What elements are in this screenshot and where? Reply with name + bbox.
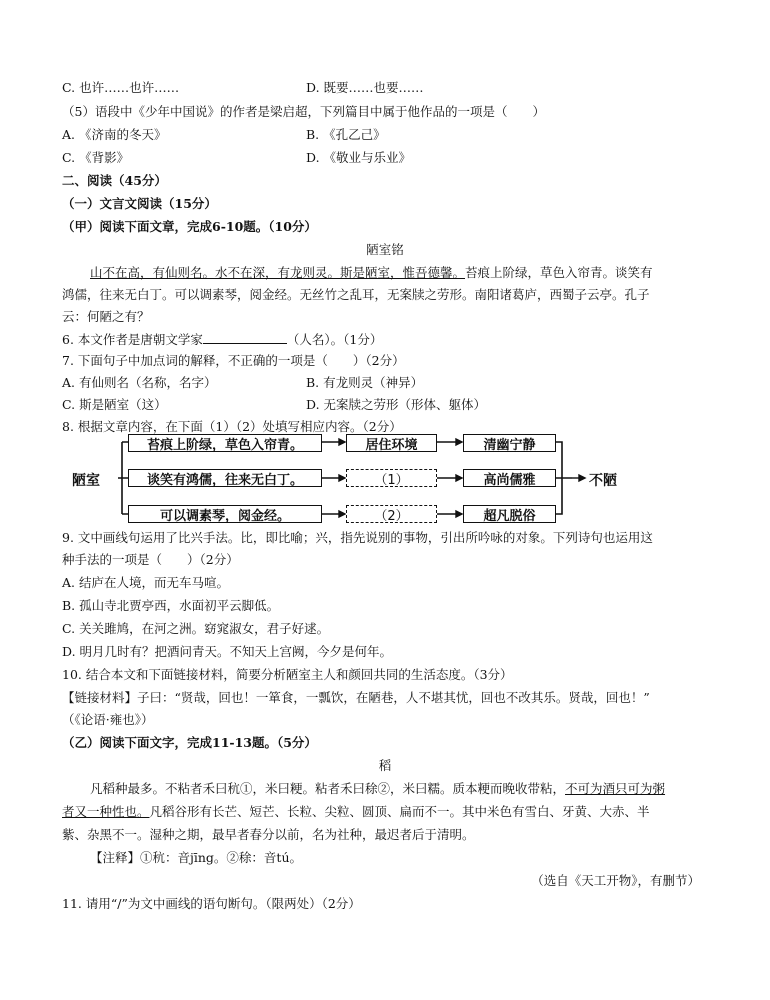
diagram-quote-2: 谈笑有鸿儒，往来无白丁。 (128, 469, 322, 487)
q10-link-source: （《论语·雍也》） (62, 712, 154, 727)
yi-paragraph-line1 (90, 781, 665, 797)
q9-stem-line2: 种手法的一项是（ ）（2分） (62, 552, 239, 567)
yi-line2-rest: 凡稻谷形有长芒、短芒、长粒、尖粒、圆顶、扁而不一。其中米色有雪白、牙黄、大赤、半 (149, 804, 650, 819)
yi-note: 【注释】①秔：音jīng。②稌：音tú。 (90, 850, 303, 865)
jia-paragraph-line1 (90, 265, 653, 281)
diagram-blank-1[interactable]: （1） (346, 469, 437, 487)
q7-option-b: B. 有龙则灵（神异） (306, 375, 424, 390)
q6-answer-blank[interactable] (203, 331, 287, 344)
q6-stem (62, 331, 382, 348)
q9-option-a: A. 结庐在人境，而无车马喧。 (62, 575, 229, 590)
diagram-end-2: 高尚儒雅 (463, 469, 556, 487)
diagram-end-1: 清幽宁静 (463, 434, 556, 452)
yi-intro: （乙）阅读下面文字，完成11-13题。（5分） (62, 735, 317, 750)
subsection-title: （一）文言文阅读（15分） (62, 196, 217, 211)
diagram-mid-1: 居住环境 (346, 434, 437, 452)
q9-stem-line1: 9. 文中画线句运用了比兴手法。比，即比喻；兴，指先说别的事物，引出所吟咏的对象。下列诗句也运用这 (62, 530, 653, 545)
jia-underlined-sentence: 山不在高，有仙则名。水不在深，有龙则灵。斯是陋室，惟吾德馨。 (90, 265, 466, 280)
q11-stem: 11. 请用“/”为文中画线的语句断句。（限两处）（2分） (62, 896, 361, 911)
section-title: 二、阅读（45分） (62, 173, 167, 188)
diagram-blank-2[interactable]: （2） (346, 505, 437, 523)
q4-option-c: C. 也许……也许…… (62, 80, 180, 95)
diagram-right-label: 不陋 (589, 473, 617, 489)
diagram-end-3: 超凡脱俗 (463, 505, 556, 523)
yi-source: （选自《天工开物》，有删节） (531, 873, 700, 888)
q7-stem: 7. 下面句子中加点词的解释，不正确的一项是（ ）（2分） (62, 353, 405, 368)
q5-option-b: B. 《孔乙己》 (306, 127, 386, 142)
yi-line1-plain: 凡稻种最多。不粘者禾曰秔①，米曰粳。粘者禾曰稌②，米曰糯。质本粳而晚收带粘， (90, 781, 566, 796)
yi-paragraph-line3: 紫、杂黑不一。湿种之期，最早者春分以前，名为社种，最迟者后于清明。 (62, 827, 475, 842)
q7-option-c: C. 斯是陋室（这） (62, 397, 167, 412)
yi-underlined-part1: 不可为酒只可为粥 (565, 781, 666, 796)
diagram-left-label: 陋室 (72, 473, 100, 489)
q5-option-a: A. 《济南的冬天》 (62, 127, 167, 142)
yi-underlined-part2: 者又一种性也。 (62, 804, 150, 819)
diagram-quote-1: 苔痕上阶绿，草色入帘青。 (128, 434, 322, 452)
q5-stem: （5）语段中《少年中国说》的作者是梁启超，下列篇目中属于他作品的一项是（ ） (62, 104, 545, 119)
jia-intro: （甲）阅读下面文章，完成6-10题。（10分） (62, 219, 317, 234)
q8-stem: 8. 根据文章内容，在下面（1）（2）处填写相应内容。（2分） (62, 419, 402, 434)
q6-after: （人名）。（1分） (286, 332, 383, 347)
q9-option-d: D. 明月几时有？把酒问青天。不知天上宫阙，今夕是何年。 (62, 644, 393, 659)
jia-title: 陋室铭 (366, 242, 404, 257)
q6-before: 6. 本文作者是唐朝文学家 (62, 332, 203, 347)
yi-paragraph-line2 (62, 804, 650, 820)
q7-option-d: D. 无案牍之劳形（形体、躯体） (306, 397, 487, 412)
jia-paragraph-line3: 云：何陋之有？ (62, 309, 150, 324)
jia-line1-rest: 苔痕上阶绿，草色入帘青。谈笑有 (465, 265, 653, 280)
q5-option-d: D. 《敬业与乐业》 (306, 150, 412, 165)
q9-option-c: C. 关关雎鸠，在河之洲。窈窕淑女，君子好逑。 (62, 621, 330, 636)
q8-diagram (62, 434, 712, 524)
yi-title: 稻 (378, 758, 392, 773)
q5-option-c: C. 《背影》 (62, 150, 130, 165)
q10-stem: 10. 结合本文和下面链接材料，简要分析陋室主人和颜回共同的生活态度。（3分） (62, 667, 513, 682)
jia-paragraph-line2: 鸿儒，往来无白丁。可以调素琴，阅金经。无丝竹之乱耳，无案牍之劳形。南阳诸葛庐，西蜀子云亭。孔子 (62, 287, 650, 302)
q4-option-d: D. 既要……也要…… (306, 80, 424, 95)
q10-link-material: 【链接材料】子曰：“贤哉，回也！一箪食，一瓢饮，在陋巷，人不堪其忧，回也不改其乐。贤哉，回也！” (62, 690, 650, 705)
q9-option-b: B. 孤山寺北贾亭西，水面初平云脚低。 (62, 598, 280, 613)
diagram-quote-3: 可以调素琴，阅金经。 (128, 505, 322, 523)
q7-option-a: A. 有仙则名（名称，名字） (62, 375, 217, 390)
